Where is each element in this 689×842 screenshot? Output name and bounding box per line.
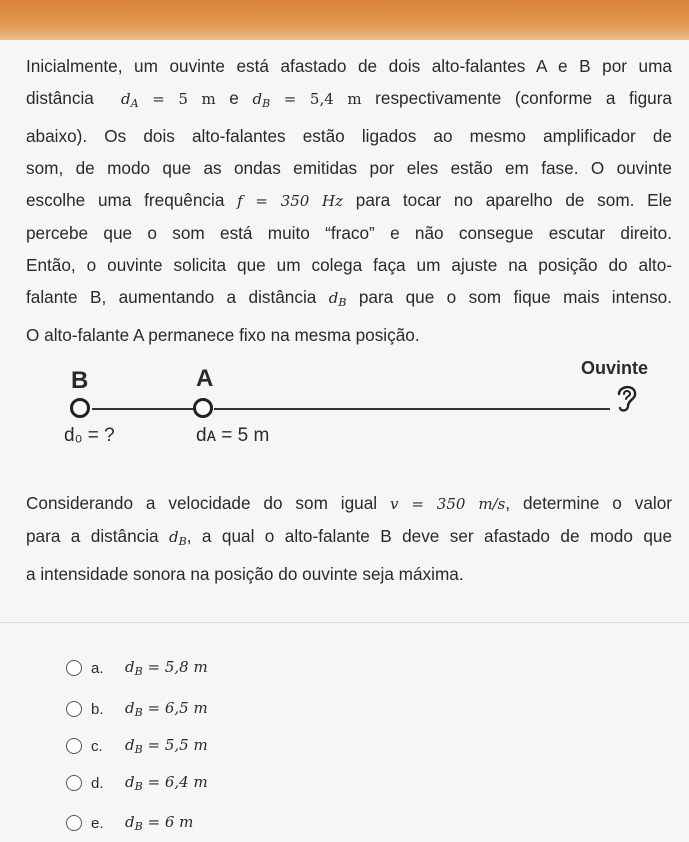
text-fragment: falante B, aumentando a distância <box>26 287 317 307</box>
formula-sub: B <box>134 743 143 756</box>
option-e[interactable] <box>66 811 193 835</box>
text-line-1: Inicialmente, um ouvinte está afastado de dois alto-falantes A e B por uma <box>26 56 672 76</box>
option-value: = 5,5 m <box>147 736 208 754</box>
text-line-4: som, de modo que as ondas emitidas por eles estão em fase. O ouvinte <box>26 158 672 178</box>
formula-sub: B <box>262 97 271 110</box>
radio-button[interactable] <box>66 660 82 676</box>
option-value: = 6,5 m <box>147 699 208 717</box>
formula-db <box>252 90 361 108</box>
text-fragment: Considerando a velocidade do som igual <box>26 493 378 513</box>
option-text <box>125 773 208 793</box>
label-ouvinte: Ouvinte <box>581 358 649 378</box>
divider <box>0 622 689 623</box>
distance-a-label: dᴀ = 5 m <box>196 425 270 446</box>
formula-db-var <box>329 289 347 307</box>
line-b-to-a <box>92 408 194 410</box>
question-paragraph <box>26 50 672 351</box>
speaker-a-icon <box>193 398 213 418</box>
option-letter: b. <box>91 700 104 718</box>
formula-sub: B <box>134 665 143 678</box>
option-d[interactable] <box>66 771 208 795</box>
text-line-8 <box>26 281 672 319</box>
formula-value: = 5,4 m <box>283 90 362 108</box>
text-fragment: escolhe uma frequência <box>26 190 225 210</box>
prompt-line-1 <box>26 487 672 520</box>
option-c[interactable] <box>66 734 208 758</box>
radio-button[interactable] <box>66 815 82 831</box>
option-text <box>125 813 193 833</box>
text-fragment: , a qual o alto-falante B deve ser afastado de modo que <box>186 526 673 546</box>
formula-var: d <box>125 699 135 717</box>
distance-b-label: d₀ = ? <box>64 425 115 446</box>
prompt-line-2 <box>26 520 672 558</box>
top-banner <box>0 0 689 44</box>
ear-icon <box>614 382 640 414</box>
speaker-b-icon <box>70 398 90 418</box>
label-b: B <box>71 367 89 394</box>
text-fragment: e <box>229 88 239 108</box>
formula-var: d <box>252 90 263 108</box>
formula-f: f = 350 Hz <box>237 192 344 210</box>
text-line-9: O alto-falante A permanece fixo na mesma posição. <box>26 325 420 345</box>
radio-button[interactable] <box>66 738 82 754</box>
text-line-7: Então, o ouvinte solicita que um colega faça um ajuste na posição do alto- <box>26 255 672 275</box>
option-value: = 6,4 m <box>147 773 208 791</box>
formula-var: d <box>125 736 135 754</box>
formula-var: d <box>125 658 135 676</box>
text-line-2 <box>26 82 672 120</box>
formula-var: d <box>125 773 135 791</box>
formula-var: d <box>328 289 339 307</box>
formula-var: d <box>121 90 131 108</box>
formula-sub: B <box>134 706 143 719</box>
option-letter: d. <box>91 774 104 792</box>
formula-sub: B <box>338 296 347 309</box>
option-letter: a. <box>91 659 104 677</box>
radio-button[interactable] <box>66 775 82 791</box>
text-fragment: para a distância <box>26 526 159 546</box>
text-line-3: abaixo). Os dois alto-falantes estão ligados ao mesmo amplificador de <box>26 126 672 146</box>
line-a-to-listener <box>214 408 610 410</box>
option-text <box>125 658 208 678</box>
formula-sub: B <box>134 820 143 833</box>
option-value: = 6 m <box>147 813 194 831</box>
text-fragment: respectivamente (conforme a figura <box>375 88 672 108</box>
option-text <box>125 699 208 719</box>
formula-sub: B <box>178 535 187 548</box>
label-a: A <box>196 365 214 392</box>
prompt-line-3: a intensidade sonora na posição do ouvinte seja máxima. <box>26 564 464 584</box>
formula-da <box>121 90 216 108</box>
formula-value: = 5 m <box>152 90 216 108</box>
formula-var: d <box>125 813 135 831</box>
text-fragment: para que o som fique mais intenso. <box>358 287 672 307</box>
text-fragment: , determine o valor <box>505 493 672 513</box>
formula-db-var <box>169 528 187 546</box>
formula-sub: B <box>134 780 143 793</box>
formula-var: d <box>169 528 179 546</box>
question-prompt <box>26 487 672 590</box>
text-fragment: distância <box>26 88 94 108</box>
text-line-6: percebe que o som está muito “fraco” e não consegue escutar direito. <box>26 223 672 243</box>
formula-v: v = 350 m/s <box>390 495 506 513</box>
radio-button[interactable] <box>66 701 82 717</box>
option-letter: c. <box>91 737 103 755</box>
option-a[interactable] <box>66 656 208 680</box>
option-b[interactable] <box>66 697 208 721</box>
text-line-5 <box>26 184 672 217</box>
formula-sub: A <box>130 97 139 110</box>
option-text <box>125 736 208 756</box>
text-fragment: para tocar no aparelho de som. Ele <box>355 190 672 210</box>
option-letter: e. <box>91 814 104 832</box>
option-value: = 5,8 m <box>147 658 208 676</box>
speaker-diagram <box>0 355 689 455</box>
